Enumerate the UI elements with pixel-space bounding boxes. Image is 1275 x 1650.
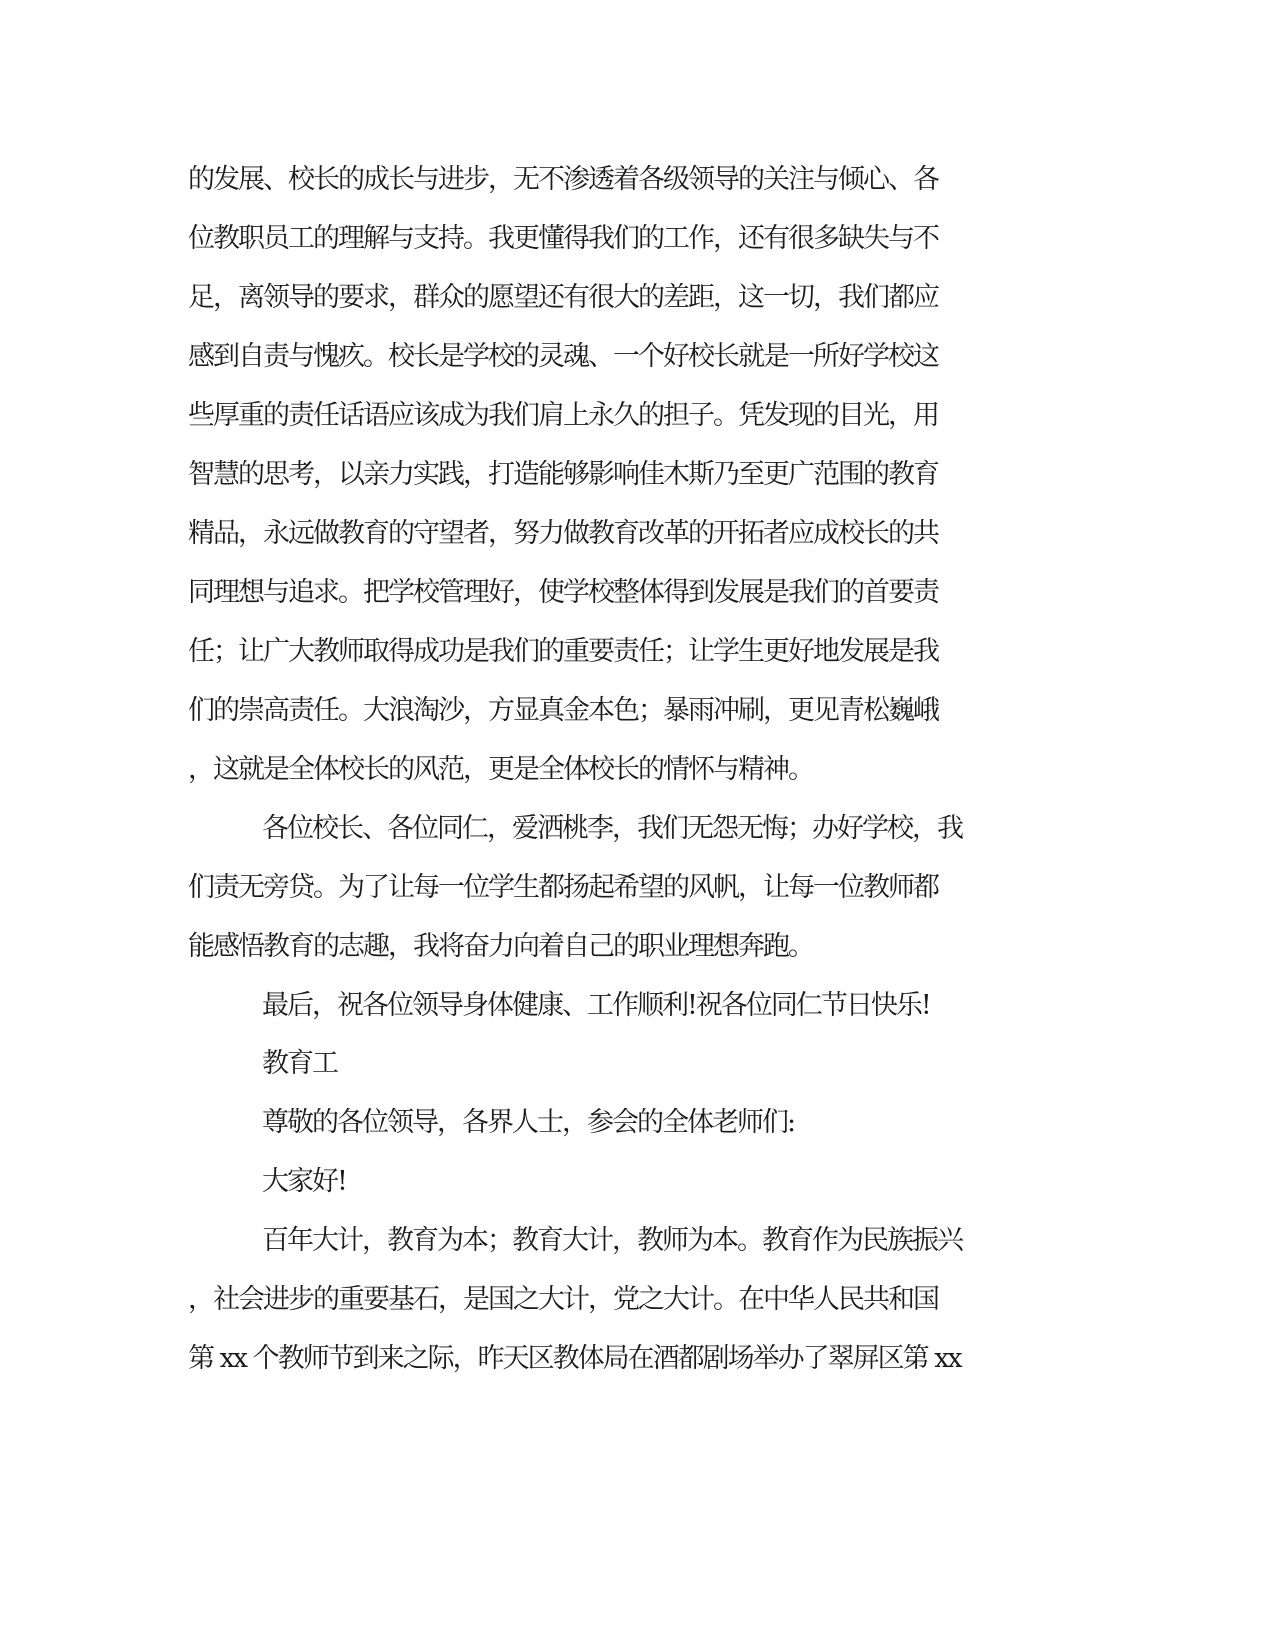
- paragraph-first-line: 最后，祝各位领导身体健康、工作顺利!祝各位同仁节日快乐!: [262, 990, 930, 1021]
- text-line: 些厚重的责任话语应该成为我们肩上永久的担子。凭发现的目光，用: [188, 400, 938, 431]
- text-line: 们的崇高责任。大浪淘沙，方显真金本色；暴雨冲刷，更见青松巍峨: [188, 695, 938, 726]
- text-line: 位教职员工的理解与支持。我更懂得我们的工作，还有很多缺失与不: [188, 223, 938, 254]
- text-line: 精品，永远做教育的守望者，努力做教育改革的开拓者应成校长的共: [188, 518, 938, 549]
- text-line: ，这就是全体校长的风范，更是全体校长的情怀与精神。: [188, 754, 813, 785]
- paragraph-first-line: 百年大计，教育为本；教育大计，教师为本。教育作为民族振兴: [262, 1225, 962, 1256]
- text-line: 第 xx 个教师节到来之际，昨天区教体局在酒都剧场举办了翠屏区第 xx: [188, 1343, 961, 1374]
- greeting: 大家好!: [262, 1166, 346, 1197]
- paragraph-first-line: 各位校长、各位同仁，爱洒桃李，我们无怨无悔；办好学校，我: [262, 813, 962, 844]
- text-line: 同理想与追求。把学校管理好，使学校整体得到发展是我们的首要责: [188, 577, 938, 608]
- section-heading: 教育工: [262, 1048, 337, 1079]
- salutation: 尊敬的各位领导，各界人士，参会的全体老师们:: [262, 1107, 795, 1138]
- text-line: 智慧的思考，以亲力实践，打造能够影响佳木斯乃至更广范围的教育: [188, 459, 938, 490]
- text-line: 足，离领导的要求，群众的愿望还有很大的差距，这一切，我们都应: [188, 282, 938, 313]
- text-line: 们责无旁贷。为了让每一位学生都扬起希望的风帆，让每一位教师都: [188, 872, 938, 903]
- text-line: 能感悟教育的志趣，我将奋力向着自己的职业理想奔跑。: [188, 931, 813, 962]
- text-line: 任；让广大教师取得成功是我们的重要责任；让学生更好地发展是我: [188, 636, 938, 667]
- text-line: 感到自责与愧疚。校长是学校的灵魂、一个好校长就是一所好学校这: [188, 341, 938, 372]
- text-line: 的发展、校长的成长与进步，无不渗透着各级领导的关注与倾心、各: [188, 164, 938, 195]
- text-line: ，社会进步的重要基石，是国之大计，党之大计。在中华人民共和国: [188, 1284, 938, 1315]
